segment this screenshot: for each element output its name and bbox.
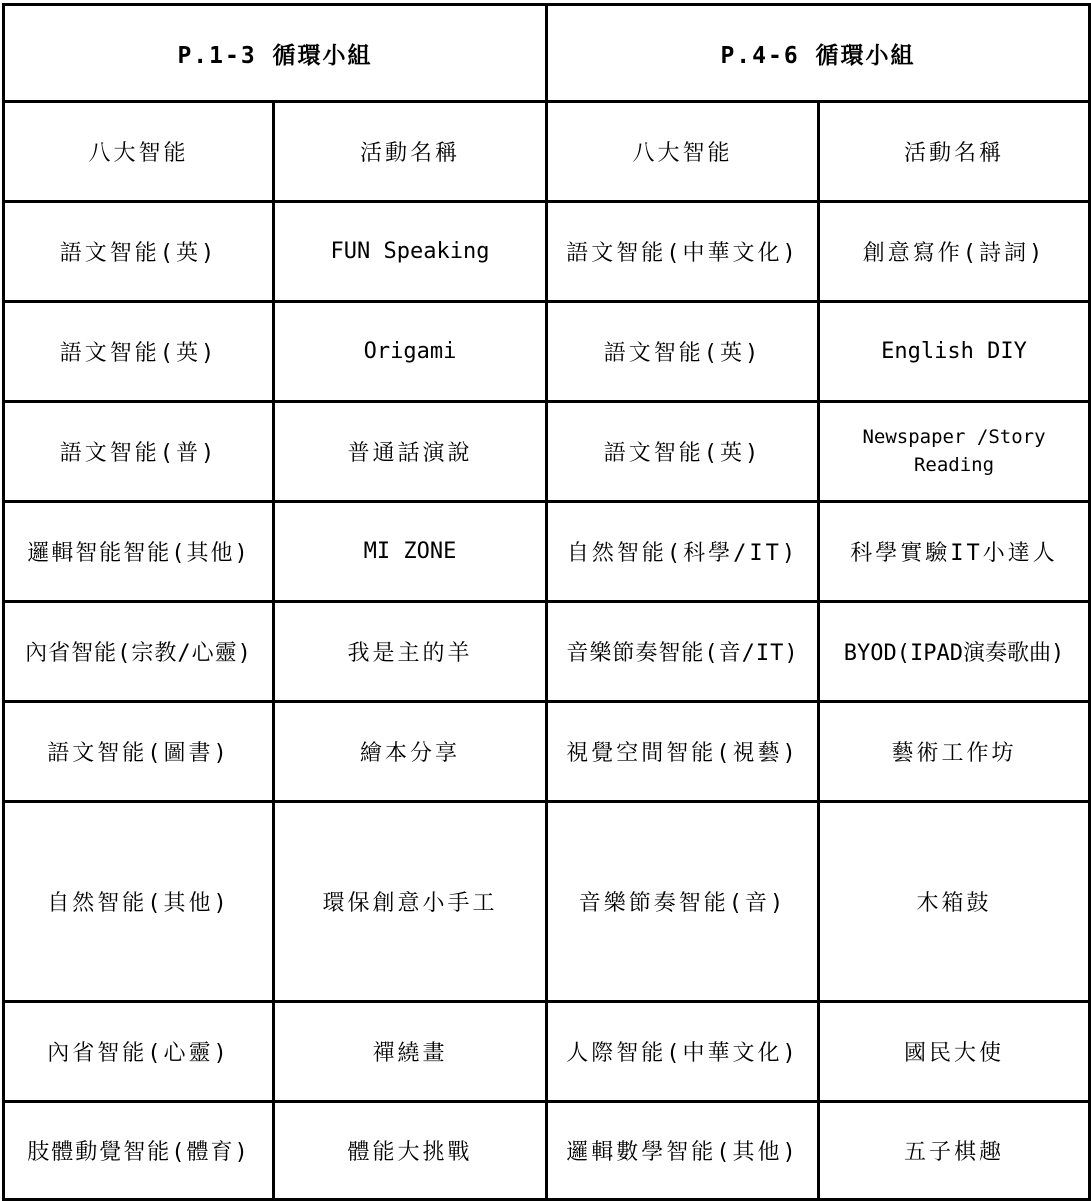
p4-6-intelligence-cell: 邏輯數學智能(其他) xyxy=(547,1102,819,1200)
column-header-intelligence-p1-3: 八大智能 xyxy=(4,102,274,202)
column-header-activity-p4-6: 活動名稱 xyxy=(819,102,1090,202)
table-row xyxy=(4,702,1090,802)
p4-6-intelligence-cell: 自然智能(科學/IT) xyxy=(547,502,819,602)
p1-3-intelligence-cell: 肢體動覺智能(體育) xyxy=(4,1102,274,1200)
table-row xyxy=(4,302,1090,402)
p4-6-intelligence-cell: 音樂節奏智能(音) xyxy=(547,802,819,1002)
p1-3-intelligence-cell: 內省智能(心靈) xyxy=(4,1002,274,1102)
p1-3-activity-cell: 繪本分享 xyxy=(274,702,547,802)
p1-3-activity-cell: 體能大挑戰 xyxy=(274,1102,547,1200)
table-row xyxy=(4,502,1090,602)
p1-3-activity-cell: 我是主的羊 xyxy=(274,602,547,702)
p1-3-activity-cell: 禪繞畫 xyxy=(274,1002,547,1102)
column-header-activity-p1-3: 活動名稱 xyxy=(274,102,547,202)
p4-6-intelligence-cell: 語文智能(英) xyxy=(547,302,819,402)
p4-6-activity-cell: 五子棋趣 xyxy=(819,1102,1090,1200)
p4-6-activity-cell: 國民大使 xyxy=(819,1002,1090,1102)
column-header-intelligence-p4-6: 八大智能 xyxy=(547,102,819,202)
p1-3-activity-cell: 普通話演說 xyxy=(274,402,547,502)
p4-6-intelligence-cell: 視覺空間智能(視藝) xyxy=(547,702,819,802)
p4-6-intelligence-cell: 人際智能(中華文化) xyxy=(547,1002,819,1102)
group-header-p4-6: P.4-6 循環小組 xyxy=(547,5,1090,102)
column-header-row xyxy=(4,102,1090,202)
table-row xyxy=(4,802,1090,1002)
table-row xyxy=(4,1002,1090,1102)
p4-6-intelligence-cell: 音樂節奏智能(音/IT) xyxy=(547,602,819,702)
p4-6-activity-cell: 創意寫作(詩詞) xyxy=(819,202,1090,302)
p4-6-intelligence-cell: 語文智能(英) xyxy=(547,402,819,502)
table-row xyxy=(4,602,1090,702)
p1-3-intelligence-cell: 自然智能(其他) xyxy=(4,802,274,1002)
group-header-p1-3: P.1-3 循環小組 xyxy=(4,5,547,102)
p1-3-intelligence-cell: 語文智能(英) xyxy=(4,202,274,302)
p1-3-intelligence-cell: 語文智能(英) xyxy=(4,302,274,402)
p4-6-activity-cell: BYOD(IPAD演奏歌曲) xyxy=(819,602,1090,702)
p4-6-intelligence-cell: 語文智能(中華文化) xyxy=(547,202,819,302)
p1-3-intelligence-cell: 語文智能(圖書) xyxy=(4,702,274,802)
p4-6-activity-cell: 藝術工作坊 xyxy=(819,702,1090,802)
p1-3-intelligence-cell: 邏輯智能智能(其他) xyxy=(4,502,274,602)
p4-6-activity-cell: 科學實驗IT小達人 xyxy=(819,502,1090,602)
p4-6-activity-cell: 木箱鼓 xyxy=(819,802,1090,1002)
p1-3-activity-cell: Origami xyxy=(274,302,547,402)
p1-3-intelligence-cell: 語文智能(普) xyxy=(4,402,274,502)
table-row xyxy=(4,202,1090,302)
p1-3-intelligence-cell: 內省智能(宗教/心靈) xyxy=(4,602,274,702)
p1-3-activity-cell: 環保創意小手工 xyxy=(274,802,547,1002)
group-header-row xyxy=(4,5,1090,102)
p1-3-activity-cell: FUN Speaking xyxy=(274,202,547,302)
table-row xyxy=(4,1102,1090,1200)
p4-6-activity-cell: Newspaper /Story Reading xyxy=(819,402,1090,502)
p4-6-activity-cell: English DIY xyxy=(819,302,1090,402)
activity-schedule-table xyxy=(2,3,1091,1201)
p1-3-activity-cell: MI ZONE xyxy=(274,502,547,602)
table-row xyxy=(4,402,1090,502)
